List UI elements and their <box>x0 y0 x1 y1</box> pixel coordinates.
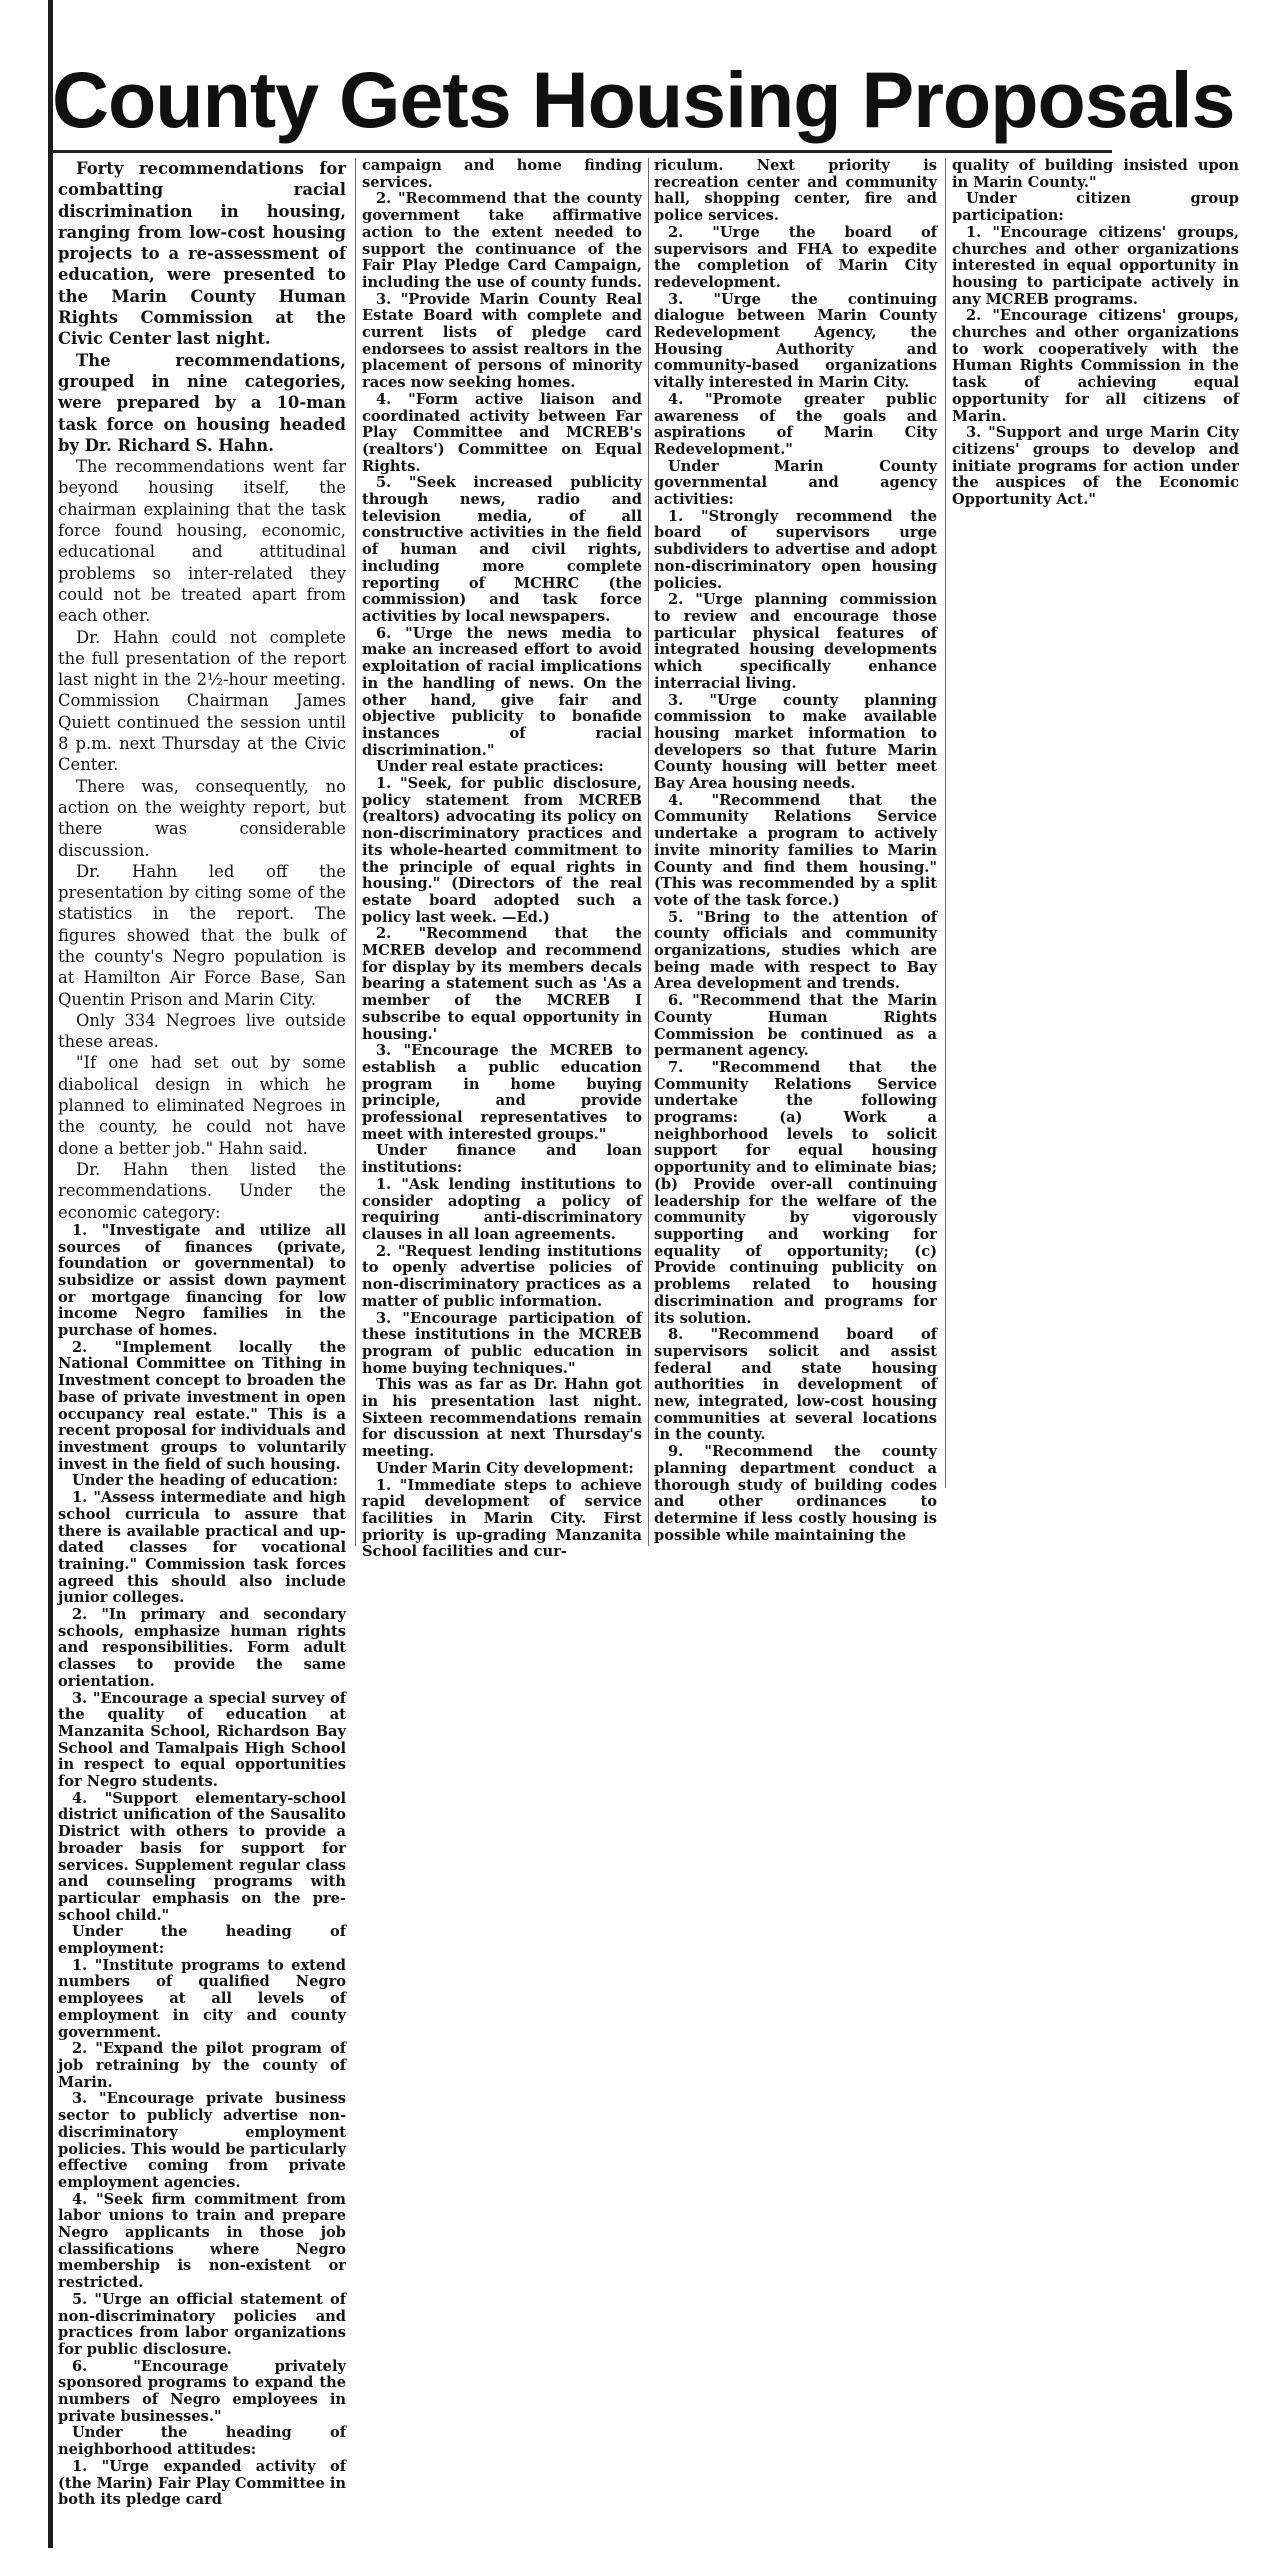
paragraph: riculum. Next priority is recreation center and community hall, shopping center, fire and police services. <box>654 157 937 225</box>
paragraph: 4. "Promote greater public awareness of the goals and aspirations of Marin City Redevelopment." <box>654 390 937 458</box>
paragraph: Under Marin County governmental and agency activities: <box>654 457 937 509</box>
lead-paragraph: "If one had set out by some diabolical design in which he planned to eliminated Negroes in the county, he could not have done a better job." Hahn said. <box>58 1053 346 1158</box>
paragraph: Under the heading of education: <box>72 1472 338 1490</box>
paragraph: 1. "Seek, for public disclosure, policy statement from MCREB (realtors) advocating its policy on non-discriminatory practices and its whole-hearted commitment to the principle of equal rights in housing." (Directors of the real estate board adopted such a policy last week. —Ed.) <box>362 775 642 926</box>
paragraph: 3. "Encourage the MCREB to establish a public education program in home buying principle, and provide professional representatives to meet with interested groups." <box>362 1042 642 1143</box>
paragraph: 2. "Expand the pilot program of job retraining by the county of Marin. <box>58 2040 346 2091</box>
paragraph: 2. "In primary and secondary schools, emphasize human rights and responsibilities. Form adult classes to provide the same orientation. <box>58 1606 346 1690</box>
paragraph: 2. "Implement locally the National Committee on Tithing in Investment concept to broaden the base of private investment in open occupancy real estate." This is a recent proposal for individuals and investment groups to voluntarily invest in the field of such housing. <box>58 1338 346 1473</box>
paragraph: 6. "Urge the news media to make an increased effort to avoid exploitation of racial implications in the handling of news. On the other hand, give fair and objective publicity to bonafide instances of racial discrimination." <box>362 624 642 759</box>
paragraph: Under finance and loan institutions: <box>362 1142 642 1177</box>
headline: County Gets Housing Proposals <box>52 55 1235 144</box>
paragraph: 4. "Recommend that the Community Relations Service undertake a program to actively invite minority families to Marin County and find them housing." (This was recommended by a split vote of the task force.) <box>654 791 937 909</box>
column-divider <box>945 158 946 1488</box>
paragraph: 3. "Support and urge Marin City citizens' groups to develop and initiate programs for action under the auspices of the Economic Opportunity Act." <box>952 424 1239 509</box>
paragraph: 8. "Recommend board of supervisors solicit and assist federal and state housing authorities in development of new, integrated, low-cost housing communities at several locations in the county. <box>654 1326 937 1444</box>
paragraph: 1. "Urge expanded activity of (the Marin) Fair Play Committee in both its pledge card <box>58 2457 346 2509</box>
paragraph: 6. "Encourage privately sponsored programs to expand the numbers of Negro employees in private businesses." <box>58 2357 346 2425</box>
paragraph: Under the heading of employment: <box>58 1923 346 1958</box>
lead-paragraph: Forty recommendations for combatting racial discrimination in housing, ranging from low-cost housing projects to a re-assessment of education, were presented to the Marin County Human Rights Commission at the Civic Center last night. <box>58 159 346 349</box>
lead-paragraph: Dr. Hahn led off the presentation by citing some of the statistics in the report. The figures showed that the bulk of the county's Negro population is at Hamilton Air Force Base, San Quentin Prison and Marin City. <box>58 861 346 1009</box>
column-divider <box>355 158 356 1546</box>
headline-rule <box>52 150 1112 153</box>
paragraph: 4. "Support elementary-school district unification of the Sausalito District with others to provide a broader basis for support for services. Supplement regular class and counseling programs with particular emphasis on the pre-school child." <box>58 1789 346 1924</box>
lead-paragraph: The recommendations, grouped in nine categories, were prepared by a 10-man task force on housing headed by Dr. Richard S. Hahn. <box>58 350 346 455</box>
paragraph: 1. "Immediate steps to achieve rapid development of service facilities in Marin City. First priority is up-grading Manzanita School facilities and cur- <box>362 1476 642 1561</box>
paragraph: 5. "Bring to the attention of county officials and community organizations, studies which are being made with respect to Bay Area development and trends. <box>654 908 937 993</box>
column-1 <box>58 158 346 2550</box>
paragraph: 5. "Urge an official statement of non-discriminatory policies and practices from labor organizations for public disclosure. <box>58 2290 346 2358</box>
paragraph: 3. "Encourage private business sector to publicly advertise non-discriminatory employment policies. This would be particularly effective coming from private employment agencies. <box>58 2090 346 2191</box>
paragraph: Under citizen group participation: <box>952 190 1239 225</box>
lead-paragraph: Dr. Hahn then listed the recommendations. Under the economic category: <box>58 1159 346 1222</box>
paragraph: This was as far as Dr. Hahn got in his presentation last night. Sixteen recommendations remain for discussion at next Thursday's meeting. <box>362 1376 642 1461</box>
paragraph: quality of building insisted upon in Marin County." <box>952 157 1239 191</box>
column-2 <box>362 157 642 1561</box>
paragraph: 9. "Recommend the county planning department conduct a thorough study of building codes and other ordinances to determine if less costly housing is possible while maintaining the <box>654 1443 937 1544</box>
paragraph: Under Marin City development: <box>376 1459 634 1477</box>
paragraph: 3. "Provide Marin County Real Estate Board with complete and current lists of pledge card endorsees to assist realtors in the placement of persons of minority races now seeking homes. <box>362 290 642 392</box>
paragraph: 1. "Ask lending institutions to consider adopting a policy of requiring anti-discriminatory clauses in all loan agreements. <box>362 1175 642 1243</box>
paragraph: 5. "Seek increased publicity through news, radio and television media, of all constructive activities in the field of human and civil rights, including more complete reporting of MCHRC (the commission) and task force activities by local newspapers. <box>362 474 642 625</box>
paragraph: 2. "Request lending institutions to openly advertise policies of non-discriminatory practices as a matter of public information. <box>362 1242 642 1310</box>
paragraph: Under real estate practices: <box>376 758 604 776</box>
paragraph: 2. "Recommend that the county government take affirmative action to the extent needed to support the continuance of the Fair Play Pledge Card Campaign, including the use of county funds. <box>362 190 642 291</box>
paragraph: 6. "Recommend that the Marin County Human Rights Commission be continued as a permanent agency. <box>654 992 937 1060</box>
paragraph: 2. "Encourage citizens' groups, churches and other organizations to work cooperatively with the Human Rights Commission in the task of achieving equal opportunity for all citizens of Marin. <box>952 307 1239 425</box>
left-column-rule <box>48 0 53 2548</box>
lead-paragraph: There was, consequently, no action on the weighty report, but there was considerable discussion. <box>58 776 346 860</box>
lead-paragraph: Only 334 Negroes live outside these areas. <box>58 1010 346 1052</box>
column-4 <box>952 158 1239 513</box>
paragraph: 1. "Investigate and utilize all sources of finances (private, foundation or governmental) to subsidize or assist down payment or mortgage financing for low income Negro families in the purchase of homes. <box>58 1221 346 1340</box>
column-divider <box>648 158 649 1546</box>
paragraph: 3. "Urge county planning commission to make available housing market information to developers so that future Marin County housing will better meet Bay Area housing needs. <box>654 691 937 793</box>
paragraph: 1. "Assess intermediate and high school curricula to assure that there is available practical and up-dated classes for vocational training." Commission task forces agreed this should also include junior colleges. <box>58 1489 346 1607</box>
paragraph: 2. "Urge planning commission to review and encourage those particular physical features of integrated housing developments which specifically enhance interracial living. <box>654 591 937 692</box>
column-3 <box>654 157 937 1544</box>
lead-paragraph: Dr. Hahn could not complete the full presentation of the report last night in the 2½-hour meeting. Commission Chairman James Quiett continued the session until 8 p.m. next Thursday at the Civic Center. <box>58 627 346 775</box>
paragraph: 2. "Urge the board of supervisors and FHA to expedite the completion of Marin City redevelopment. <box>654 223 937 291</box>
paragraph: 4. "Seek firm commitment from labor unions to train and prepare Negro applicants in those job classifications where Negro membership is non-existent or restricted. <box>58 2190 346 2292</box>
lead-paragraph: The recommendations went far beyond housing itself, the chairman explaining that the task force found housing, economic, educational and attitudinal problems so inter-related they could not be treated apart from each other. <box>58 457 346 626</box>
paragraph: campaign and home finding services. <box>362 157 642 191</box>
paragraph: 4. "Form active liaison and coordinated activity between Far Play Committee and MCREB's (realtors') Committee on Equal Rights. <box>362 390 642 475</box>
paragraph: 1. "Encourage citizens' groups, churches and other organizations interested in equal opportunity in housing to participate actively in any MCREB programs. <box>952 223 1239 308</box>
paragraph: 7. "Recommend that the Community Relations Service undertake the following programs: (a) Work a neighborhood levels to solicit support for equal housing opportunity and to eliminate bias; (b) Provide over-all continuing leadership for the welfare of the community by vigorously supporting and working for equality of opportunity; (c) Provide continuing publicity on problems related to housing discrimination and programs for its solution. <box>654 1058 937 1327</box>
paragraph: 3. "Encourage participation of these institutions in the MCREB program of public education in home buying techniques." <box>362 1309 642 1377</box>
paragraph: 1. "Institute programs to extend numbers of qualified Negro employees at all levels of employment in city and county government. <box>58 1956 346 2041</box>
paragraph: 2. "Recommend that the MCREB develop and recommend for display by its members decals bearing a statement such as 'As a member of the MCREB I subscribe to equal opportunity in housing.' <box>362 925 642 1043</box>
paragraph: 3. "Encourage a special survey of the quality of education at Manzanita School, Richardson Bay School and Tamalpais High School in respect to equal opportunities for Negro students. <box>58 1689 346 1791</box>
paragraph: 3. "Urge the continuing dialogue between Marin County Redevelopment Agency, the Housing Authority and community-based organizations vitally interested in Marin City. <box>654 290 937 392</box>
paragraph: 1. "Strongly recommend the board of supervisors urge subdividers to advertise and adopt non-discriminatory open housing policies. <box>654 507 937 592</box>
paragraph: Under the heading of neighborhood attitudes: <box>58 2424 346 2459</box>
